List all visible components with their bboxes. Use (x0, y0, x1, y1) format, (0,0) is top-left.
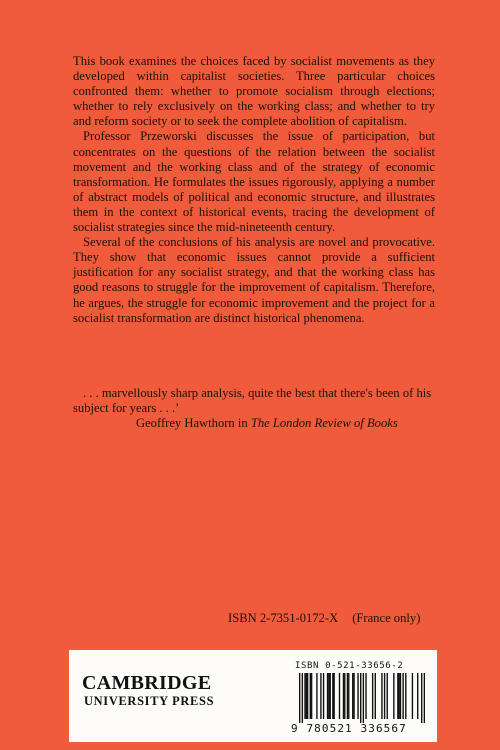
barcode-digits: 9 780521 336567 (291, 722, 407, 735)
barcode-bar (417, 673, 418, 719)
barcode-bar (330, 673, 331, 719)
review-attribution (73, 416, 435, 431)
publisher-panel (69, 650, 437, 742)
barcode-bar (311, 673, 312, 719)
barcode-bar (387, 673, 388, 719)
barcode-bar (302, 673, 303, 723)
barcode-bar (332, 673, 333, 719)
barcode-bar (323, 673, 324, 719)
france-isbn-note: (France only) (352, 611, 421, 625)
review-quote-text: . . . marvellously sharp analysis, quite the best that there's been of his subject for years . . .’ (73, 386, 432, 416)
barcode-bars (299, 673, 425, 723)
barcode-bar (363, 673, 364, 723)
blurb-paragraph-2: Professor Przeworski discusses the issue of participation, but concentrates on the questions of the relation between the socialist movement and the working class and of the strategy of economic transformation. He formulates the issues rigorously, applying a number of abstract models of political and economic structure, and illustrates them in the context of historical events, tracing the development of socialist strategies since the mid-nineteenth century. (73, 129, 435, 235)
barcode-bar (375, 673, 376, 719)
review-author: Geoffrey Hawthorn in (136, 416, 251, 431)
barcode-bar (353, 673, 354, 719)
barcode-bar (328, 673, 329, 719)
publisher-logo (82, 672, 232, 708)
barcode-bar (304, 673, 305, 719)
barcode-bar (352, 673, 353, 719)
barcode-bar (412, 673, 413, 719)
back-cover-blurb (73, 54, 435, 326)
barcode-bar (397, 673, 398, 719)
barcode-bar (405, 673, 406, 719)
barcode-bar (357, 673, 358, 719)
france-isbn (228, 611, 420, 626)
barcode-bar (402, 673, 403, 719)
barcode-bar (393, 673, 394, 719)
barcode-bar (316, 673, 317, 719)
blurb-paragraph-3: Several of the conclusions of his analysis are novel and provocative. They show that economic issues cannot provide a sufficient justification for any socialist strategy, and that the working class has good reasons to struggle for the improvement of capitalism. Therefore, he argues, the struggle for economic improvement and the project for a socialist transformation are distinct historical phenomena. (73, 235, 435, 325)
review-source: The London Review of Books (250, 416, 398, 431)
barcode-bar (347, 673, 348, 719)
publisher-name: CAMBRIDGE (82, 672, 212, 694)
barcode-bar (327, 673, 328, 719)
barcode-bar (360, 673, 361, 723)
barcode-bar (400, 673, 401, 719)
publisher-subname: UNIVERSITY PRESS (84, 694, 215, 708)
barcode-bar (421, 673, 422, 723)
barcode-bar (365, 673, 366, 719)
barcode-bar (424, 673, 425, 723)
blurb-paragraph-1: This book examines the choices faced by socialist movements as they developed within capitalist societies. Three particular choices confronted them: whether to promote socialism through elections; whether to rely exclusively on the working class; and whether to try and reform society or to seek the complete abolition of capitalism. (73, 54, 435, 129)
barcode-bar (384, 673, 385, 719)
barcode-bar (381, 673, 382, 719)
barcode-isbn-label: ISBN 0-521-33656-2 (295, 661, 404, 671)
barcode-bar (306, 673, 307, 719)
barcode-bar (307, 673, 308, 719)
barcode-bar (343, 673, 344, 719)
barcode-bar (372, 673, 373, 719)
barcode-bar (348, 673, 349, 719)
barcode-bar (299, 673, 300, 723)
barcode-bar (398, 673, 399, 719)
barcode-bar (333, 673, 334, 719)
barcode (291, 661, 429, 737)
review-quote (73, 386, 435, 431)
barcode-bar (339, 673, 340, 719)
barcode-bar (310, 673, 311, 719)
barcode-bar (320, 673, 321, 719)
barcode-bar (344, 673, 345, 719)
france-isbn-number: ISBN 2-7351-0172-X (228, 611, 339, 625)
